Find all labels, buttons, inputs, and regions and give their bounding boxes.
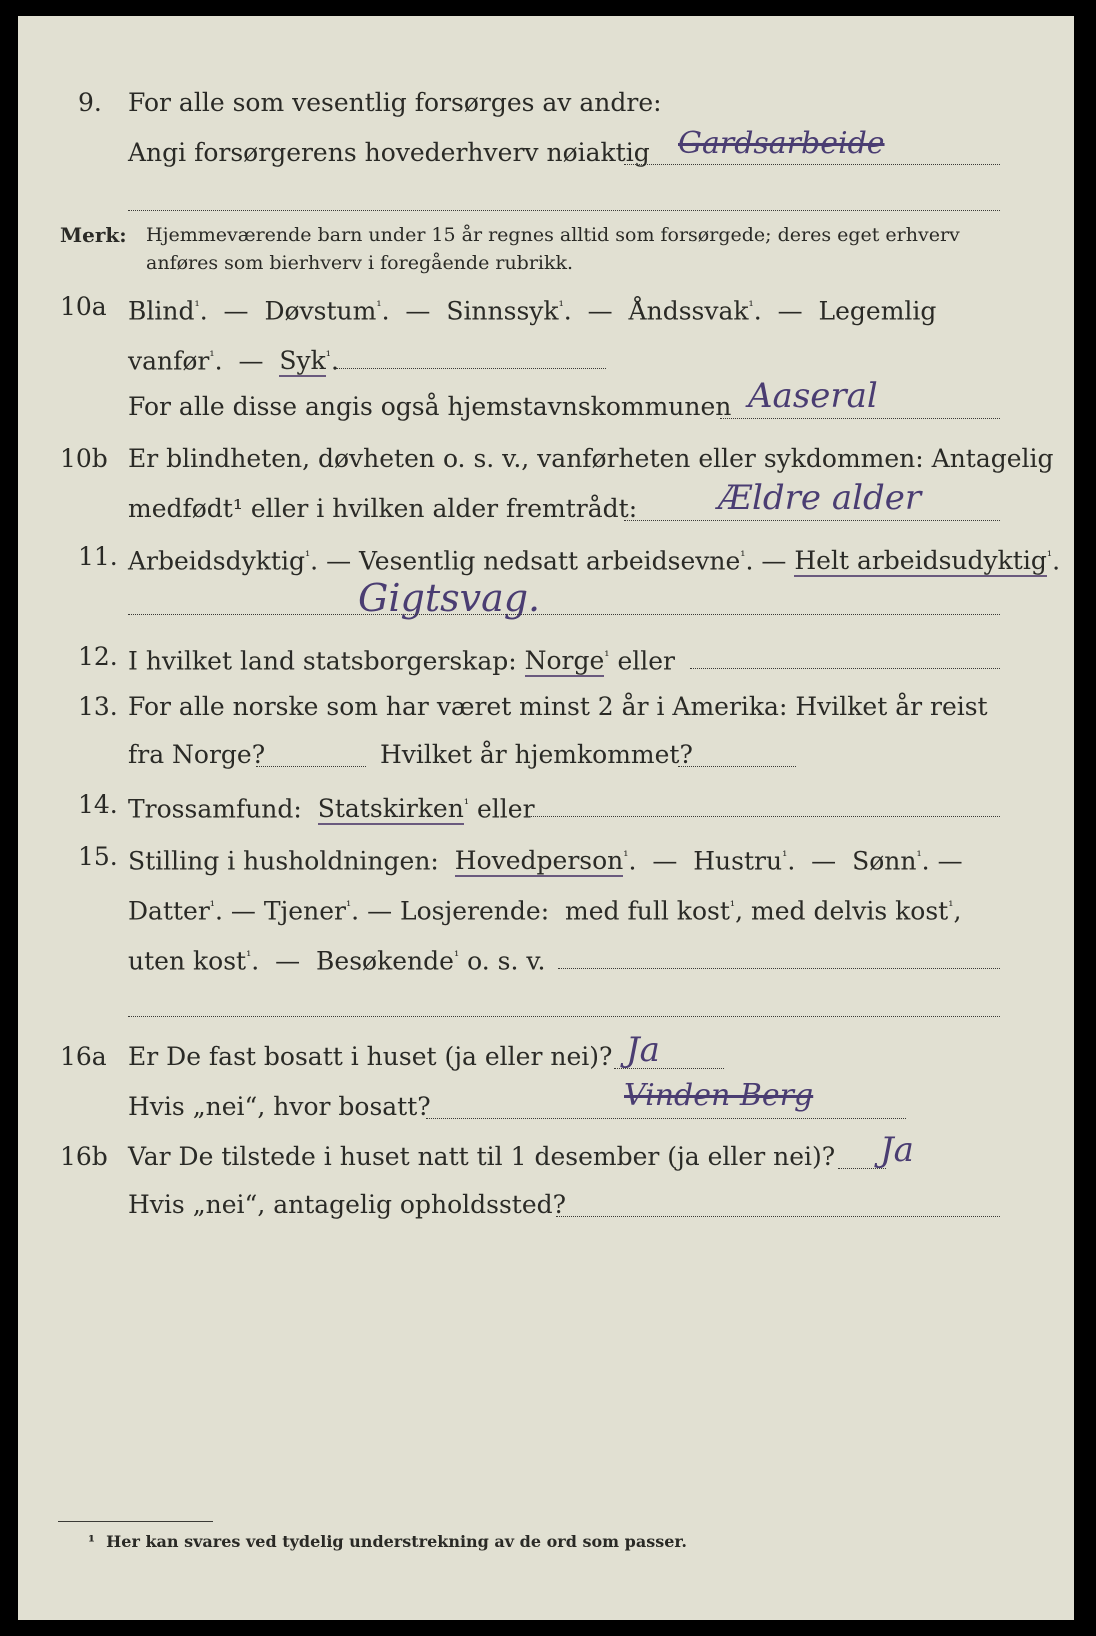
q10b-number: 10b [60, 444, 108, 473]
q11-number: 11. [78, 542, 118, 571]
q12-line: I hvilket land statsborgerskap: Norge$^{^1}$ eller [128, 646, 676, 676]
q16a-answer1: Ja [626, 1030, 660, 1070]
q10a-number: 10a [60, 292, 107, 321]
q16a-line2: Hvis „nei“, hvor bosatt? [128, 1092, 431, 1121]
q14-fill [526, 816, 1000, 817]
q9-line2: Angi forsørgerens hovederhverv nøiaktig [128, 138, 650, 167]
q11-selected-underlined: Helt arbeidsudyktig [794, 546, 1047, 576]
q11-line1: Arbeidsdyktig$^{^1}$. — Vesentlig nedsatt arbeidsevne$^{^1}$. — Helt arbeidsudyktig$^{^1}$. [128, 546, 1061, 576]
q16b-line1: Var De tilstede i huset natt til 1 desember (ja eller nei)? [128, 1142, 836, 1171]
q9-extra-line [128, 210, 1000, 211]
q16a-number: 16a [60, 1042, 107, 1071]
q11-answer: Gigtsvag. [358, 576, 541, 620]
q16b-fill1 [838, 1168, 886, 1169]
q9-number: 9. [78, 88, 102, 117]
q10b-line1: Er blindheten, døvheten o. s. v., vanførheten eller sykdommen: Antagelig [128, 444, 1054, 473]
q10a-line2: vanfør$^{^1}$. — Syk$^{^1}$. [128, 346, 339, 376]
q10a-syk-underlined: Syk [279, 346, 326, 376]
q15-line2: Datter$^{^1}$. — Tjener$^{^1}$. — Losjerende: med full kost$^{^1}$, med delvis kost$^{^1}$, [128, 896, 962, 926]
q9-line1: For alle som vesentlig forsørges av andre: [128, 88, 662, 117]
q13-number: 13. [78, 692, 118, 721]
q13-fill2 [678, 766, 796, 767]
q12-selected-underlined: Norge [524, 646, 605, 676]
q16a-line1: Er De fast bosatt i huset (ja eller nei)? [128, 1042, 613, 1071]
q10a-line2-fill [336, 368, 606, 369]
q13-line2a: fra Norge? [128, 740, 266, 769]
q15-fill [558, 968, 1000, 969]
q12-number: 12. [78, 642, 118, 671]
q13-fill1 [256, 766, 366, 767]
q14-number: 14. [78, 790, 118, 819]
q16b-fill2 [556, 1216, 1000, 1217]
q14-selected-underlined: Statskirken [317, 794, 464, 824]
q10a-line1: Blind$^{^1}$. — Døvstum$^{^1}$. — Sinnssyk$^{^1}$. — Åndssvak$^{^1}$. — Legemlig [128, 296, 937, 326]
merk-line1: Hjemmeværende barn under 15 år regnes alltid som forsørgede; deres eget erhverv [146, 224, 960, 246]
q10a-answer: Aaseral [748, 376, 878, 416]
footnote: ¹ Her kan svares ved tydelig understrekning av de ord som passer. [88, 1532, 687, 1551]
q16b-line2: Hvis „nei“, antagelig opholdssted? [128, 1190, 567, 1219]
form-page [18, 16, 1074, 1620]
q10b-line2: medfødt¹ eller i hvilken alder fremtrådt: [128, 494, 638, 523]
q16b-number: 16b [60, 1142, 108, 1171]
q15-selected-underlined: Hovedperson [454, 846, 624, 876]
footnote-rule [58, 1521, 213, 1522]
q10a-answer-line [720, 418, 1000, 419]
q15-line3: uten kost$^{^1}$. — Besøkende$^{^1}$ o. s. v. [128, 946, 546, 976]
q9-answer-line [624, 164, 1000, 165]
q15-line1: Stilling i husholdningen: Hovedperson$^{^1}$. — Hustru$^{^1}$. — Sønn$^{^1}$. — [128, 846, 963, 876]
q10b-answer: Ældre alder [718, 478, 922, 518]
q9-answer: Gardsarbeide [678, 126, 885, 161]
merk-line2: anføres som bierhverv i foregående rubrikk. [146, 252, 574, 274]
q11-answer-line [128, 614, 1000, 615]
q16a-fill2 [426, 1118, 906, 1119]
q10a-line3: For alle disse angis også hjemstavnskommunen [128, 392, 732, 421]
q13-line2b: Hvilket år hjemkommet? [380, 740, 693, 769]
q16a-answer2: Vinden Berg [624, 1078, 814, 1113]
q14-line: Trossamfund: Statskirken$^{^1}$ eller [128, 794, 535, 824]
q16b-answer1: Ja [880, 1130, 914, 1170]
q10b-answer-line [624, 520, 1000, 521]
q16a-fill1 [614, 1068, 724, 1069]
q15-number: 15. [78, 842, 118, 871]
merk-label: Merk: [60, 223, 127, 247]
q15-extra-line [128, 1016, 1000, 1017]
q12-fill [690, 668, 1000, 669]
q13-line1: For alle norske som har været minst 2 år i Amerika: Hvilket år reist [128, 692, 988, 721]
